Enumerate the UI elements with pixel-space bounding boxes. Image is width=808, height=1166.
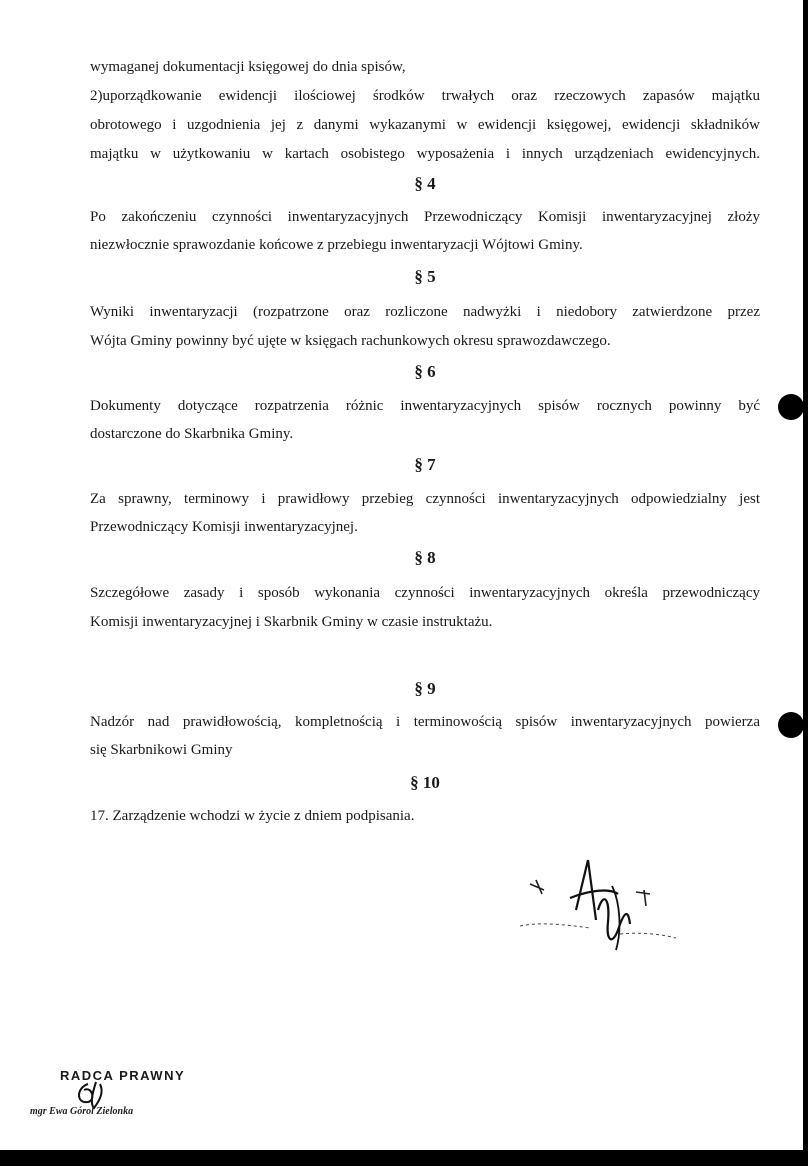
- text-line: obrotowego i uzgodnienia jej z danymi wykazanymi w ewidencji księgowej, ewidencji składników: [90, 117, 760, 133]
- section-6-heading: § 6: [414, 362, 436, 381]
- scan-border-right: [803, 0, 808, 1150]
- section-6-line: dostarczone do Skarbnika Gminy.: [90, 426, 294, 442]
- section-5-heading: § 5: [414, 267, 436, 286]
- punch-hole-upper: [778, 394, 804, 420]
- section-4-heading: § 4: [414, 174, 436, 193]
- section-5-line: Wyniki inwentaryzacji (rozpatrzone oraz rozliczone nadwyżki i niedobory zatwierdzone przez: [90, 304, 760, 320]
- section-8-line: Komisji inwentaryzacyjnej i Skarbnik Gminy w czasie instruktażu.: [90, 614, 493, 630]
- section-6-line: Dokumenty dotyczące rozpatrzenia różnic inwentaryzacyjnych spisów rocznych powinny być: [90, 398, 760, 414]
- text-line: wymaganej dokumentacji księgowej do dnia spisów,: [90, 59, 406, 75]
- stamp-name: mgr Ewa Górol Zielonka: [30, 1106, 134, 1117]
- section-10-heading: § 10: [410, 773, 440, 792]
- section-9-line: się Skarbnikowi Gminy: [90, 742, 233, 758]
- section-8-line: Szczegółowe zasady i sposób wykonania czynności inwentaryzacyjnych określa przewodniczący: [90, 585, 760, 601]
- section-10-line: 17. Zarządzenie wchodzi w życie z dniem podpisania.: [90, 808, 415, 824]
- section-5-line: Wójta Gminy powinny być ujęte w księgach rachunkowych okresu sprawozdawczego.: [90, 333, 611, 349]
- section-9-line: Nadzór nad prawidłowością, kompletnością i terminowością spisów inwentaryzacyjnych powierza: [90, 714, 760, 730]
- section-7-heading: § 7: [414, 455, 436, 474]
- section-8-heading: § 8: [414, 548, 436, 567]
- section-4-line: Po zakończeniu czynności inwentaryzacyjnych Przewodniczący Komisji inwentaryzacyjnej złoży: [90, 209, 760, 225]
- handwritten-signature: [500, 850, 690, 965]
- section-7-line: Za sprawny, terminowy i prawidłowy przebieg czynności inwentaryzacyjnych odpowiedzialny jest: [90, 491, 760, 507]
- text-line: majątku w użytkowaniu w kartach osobistego wyposażenia i innych urządzeniach ewidencyjnych.: [90, 146, 760, 162]
- punch-hole-lower: [778, 712, 804, 738]
- scan-border-bottom: [0, 1150, 808, 1166]
- section-9-heading: § 9: [414, 679, 436, 698]
- text-line: 2)uporządkowanie ewidencji ilościowej środków trwałych oraz rzeczowych zapasów majątku: [90, 88, 760, 104]
- section-7-line: Przewodniczący Komisji inwentaryzacyjnej.: [90, 519, 358, 535]
- stamp-title: RADCA PRAWNY: [60, 1068, 186, 1083]
- section-4-line: niezwłocznie sprawozdanie końcowe z przebiegu inwentaryzacji Wójtowi Gminy.: [90, 237, 583, 253]
